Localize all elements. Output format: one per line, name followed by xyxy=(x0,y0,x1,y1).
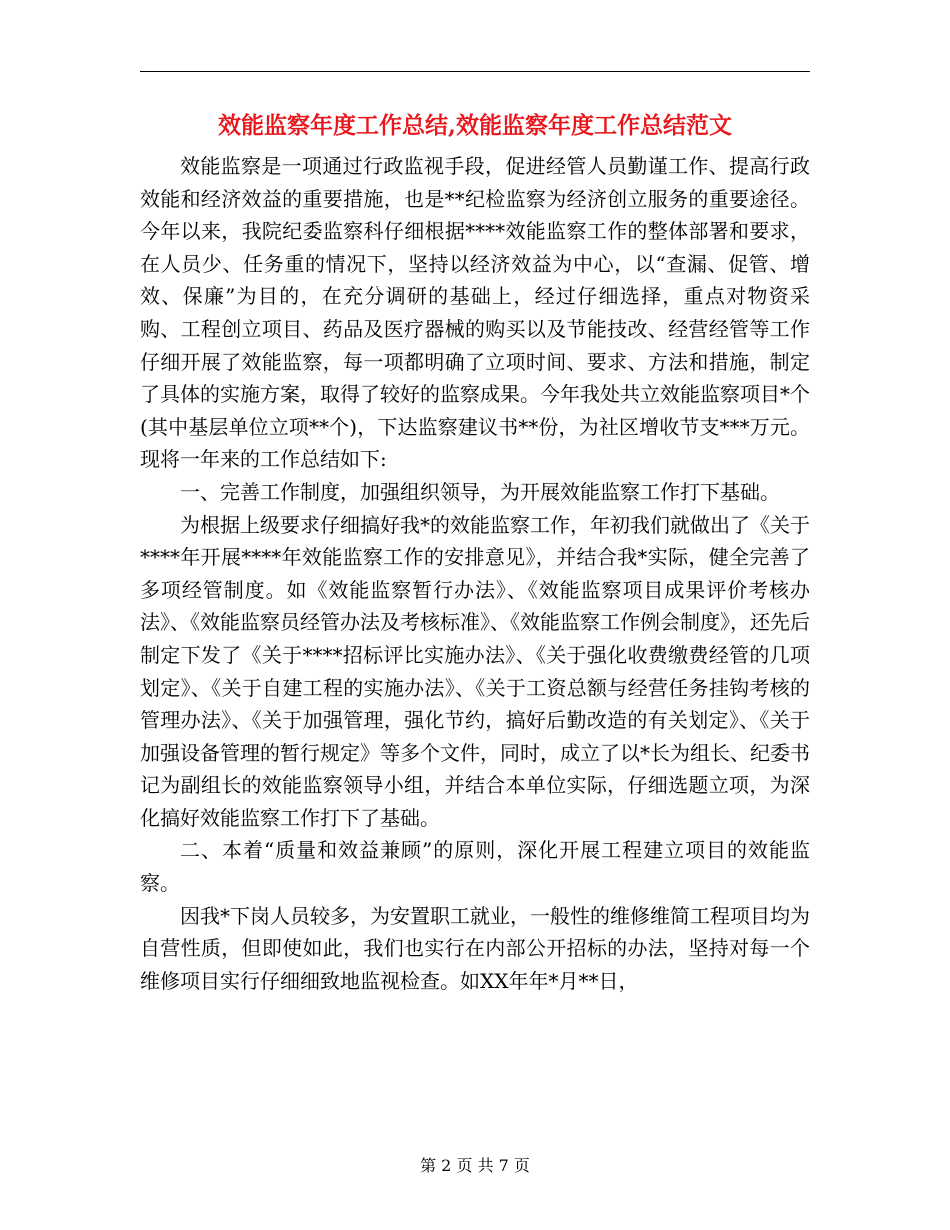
section-heading-2: 二、本着“质量和效益兼顾”的原则，深化开展工程建立项目的效能监察。 xyxy=(140,838,810,896)
document-title: 效能监察年度工作总结,效能监察年度工作总结范文 xyxy=(217,112,732,139)
paragraph-section-1: 为根据上级要求仔细搞好我*的效能监察工作，年初我们就做出了《关于****年开展****年效能监察工作的安排意见》，并结合我*实际，健全完善了多项经管制度。如《效能监察暂行办法》、《效能监察项目成果评价考核办法》、《效能监察员经管办法及考核标准》、《效能监察工作例会制度》，还先后制定下发了《关于****招标评比实施办法》、《关于强化收费缴费经管的几项划定》、《关于自建工程的实施办法》、《关于工资总额与经营任务挂钩考核的管理办法》、《关于加强管理，强化节约，搞好后勤改造的有关划定》、《关于加强设备管理的暂行规定》等多个文件，同时，成立了以*长为组长、纪委书记为副组长的效能监察领导小组，并结合本单位实际，仔细选题立项，为深化搞好效能监察工作打下了基础。 xyxy=(140,512,810,830)
document-body xyxy=(140,150,810,997)
page-number-footer: 第 2 页 共 7 页 xyxy=(420,1156,530,1175)
paragraph-intro: 效能监察是一项通过行政监视手段，促进经管人员勤谨工作、提高行政效能和经济效益的重要措施，也是**纪检监察为经济创立服务的重要途径。今年以来，我院纪委监察科仔细根据****效能监察工作的整体部署和要求，在人员少、任务重的情况下，坚持以经济效益为中心，以“查漏、促管、增效、保廉”为目的，在充分调研的基础上，经过仔细选择，重点对物资采购、工程创立项目、药品及医疗器械的购买以及节能技改、经营经管等工作仔细开展了效能监察，每一项都明确了立项时间、要求、方法和措施，制定了具体的实施方案，取得了较好的监察成果。今年我处共立效能监察项目*个(其中基层单位立项**个)，下达监察建议书**份，为社区增收节支***万元。现将一年来的工作总结如下: xyxy=(140,154,810,472)
paragraph-section-2: 因我*下岗人员较多，为安置职工就业，一般性的维修维简工程项目均为自营性质，但即使如此，我们也实行在内部公开招标的办法，坚持对每一个维修项目实行仔细细致地监视检查。如XX年年*月**日， xyxy=(140,903,810,993)
header-rule xyxy=(140,71,810,72)
section-heading-1: 一、完善工作制度，加强组织领导，为开展效能监察工作打下基础。 xyxy=(180,479,780,504)
